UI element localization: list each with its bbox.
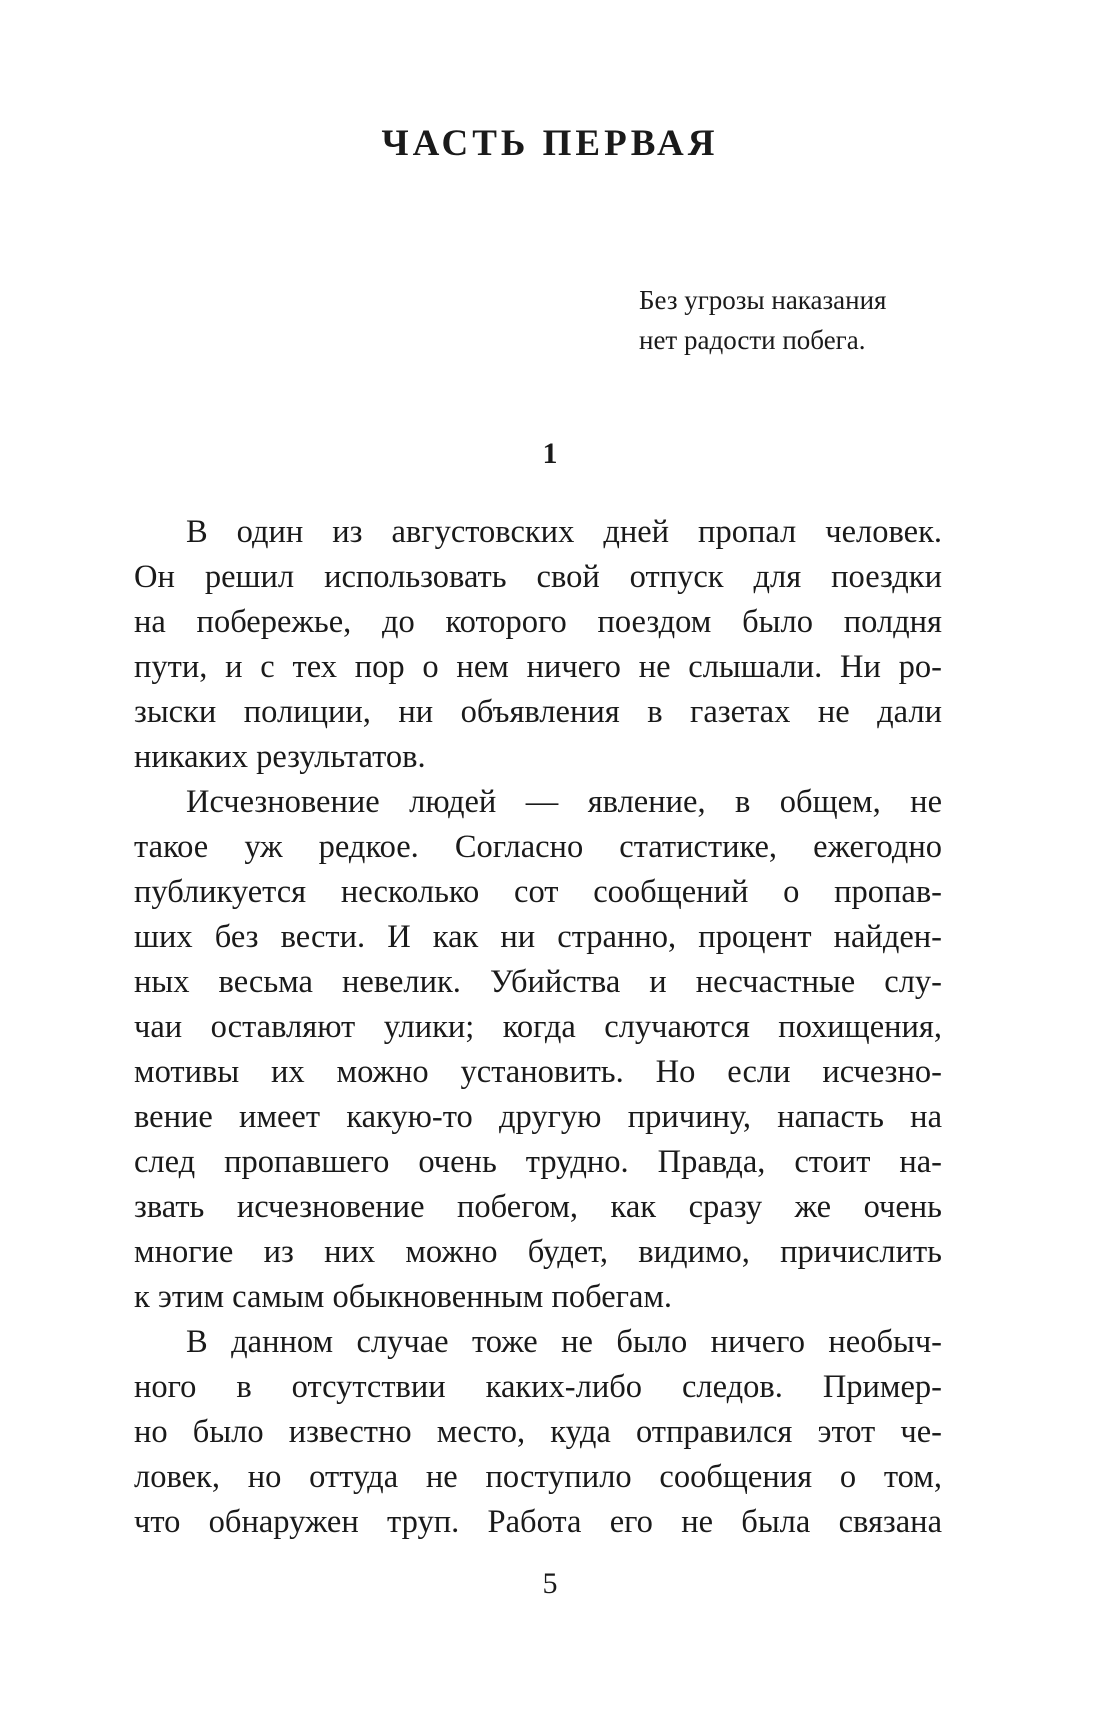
text-line: Он решил использовать свой отпуск для поездки bbox=[134, 559, 942, 595]
part-title: ЧАСТЬ ПЕРВАЯ bbox=[381, 123, 719, 164]
text-line: что обнаружен труп. Работа его не была связана bbox=[134, 1504, 942, 1540]
text-line: В данном случае тоже не было ничего необыч- bbox=[186, 1324, 942, 1360]
epigraph-line: нет радости побега. bbox=[639, 325, 866, 355]
epigraph-line: Без угрозы наказания bbox=[639, 285, 887, 315]
text-line: зыски полиции, ни объявления в газетах не дали bbox=[134, 694, 942, 730]
text-line: ного в отсутствии каких-либо следов. Пример- bbox=[134, 1369, 942, 1405]
text-line: такое уж редкое. Согласно статистике, ежегодно bbox=[134, 829, 942, 865]
text-line: ных весьма невелик. Убийства и несчастные слу- bbox=[134, 964, 942, 1000]
text-line: В один из августовских дней пропал человек. bbox=[186, 514, 942, 550]
text-line: Исчезновение людей — явление, в общем, не bbox=[186, 784, 942, 820]
paragraph bbox=[134, 1320, 942, 1545]
text-line: ших без вести. И как ни странно, процент найден- bbox=[134, 919, 942, 955]
text-line: но было известно место, куда отправился этот че- bbox=[134, 1414, 942, 1450]
text-line: никаких результатов. bbox=[134, 739, 426, 775]
text-line: к этим самым обыкновенным побегам. bbox=[134, 1279, 673, 1315]
text-line: пути, и с тех пор о нем ничего не слышали. Ни ро- bbox=[134, 649, 942, 685]
epigraph bbox=[639, 280, 969, 360]
paragraph bbox=[134, 510, 942, 780]
page-number: 5 bbox=[542, 1567, 558, 1600]
text-line: вение имеет какую-то другую причину, напасть на bbox=[134, 1099, 942, 1135]
text-line: звать исчезновение побегом, как сразу же очень bbox=[134, 1189, 942, 1225]
body-text bbox=[134, 510, 942, 1545]
text-line: мотивы их можно установить. Но если исчезно- bbox=[134, 1054, 942, 1090]
paragraph bbox=[134, 780, 942, 1320]
text-line: след пропавшего очень трудно. Правда, стоит на- bbox=[134, 1144, 942, 1180]
text-line: на побережье, до которого поездом было полдня bbox=[134, 604, 942, 640]
chapter-number: 1 bbox=[542, 437, 558, 470]
text-line: многие из них можно будет, видимо, причислить bbox=[134, 1234, 942, 1270]
text-line: публикуется несколько сот сообщений о пропав- bbox=[134, 874, 942, 910]
text-line: чаи оставляют улики; когда случаются похищения, bbox=[134, 1009, 942, 1045]
text-line: ловек, но оттуда не поступило сообщения о том, bbox=[134, 1459, 942, 1495]
